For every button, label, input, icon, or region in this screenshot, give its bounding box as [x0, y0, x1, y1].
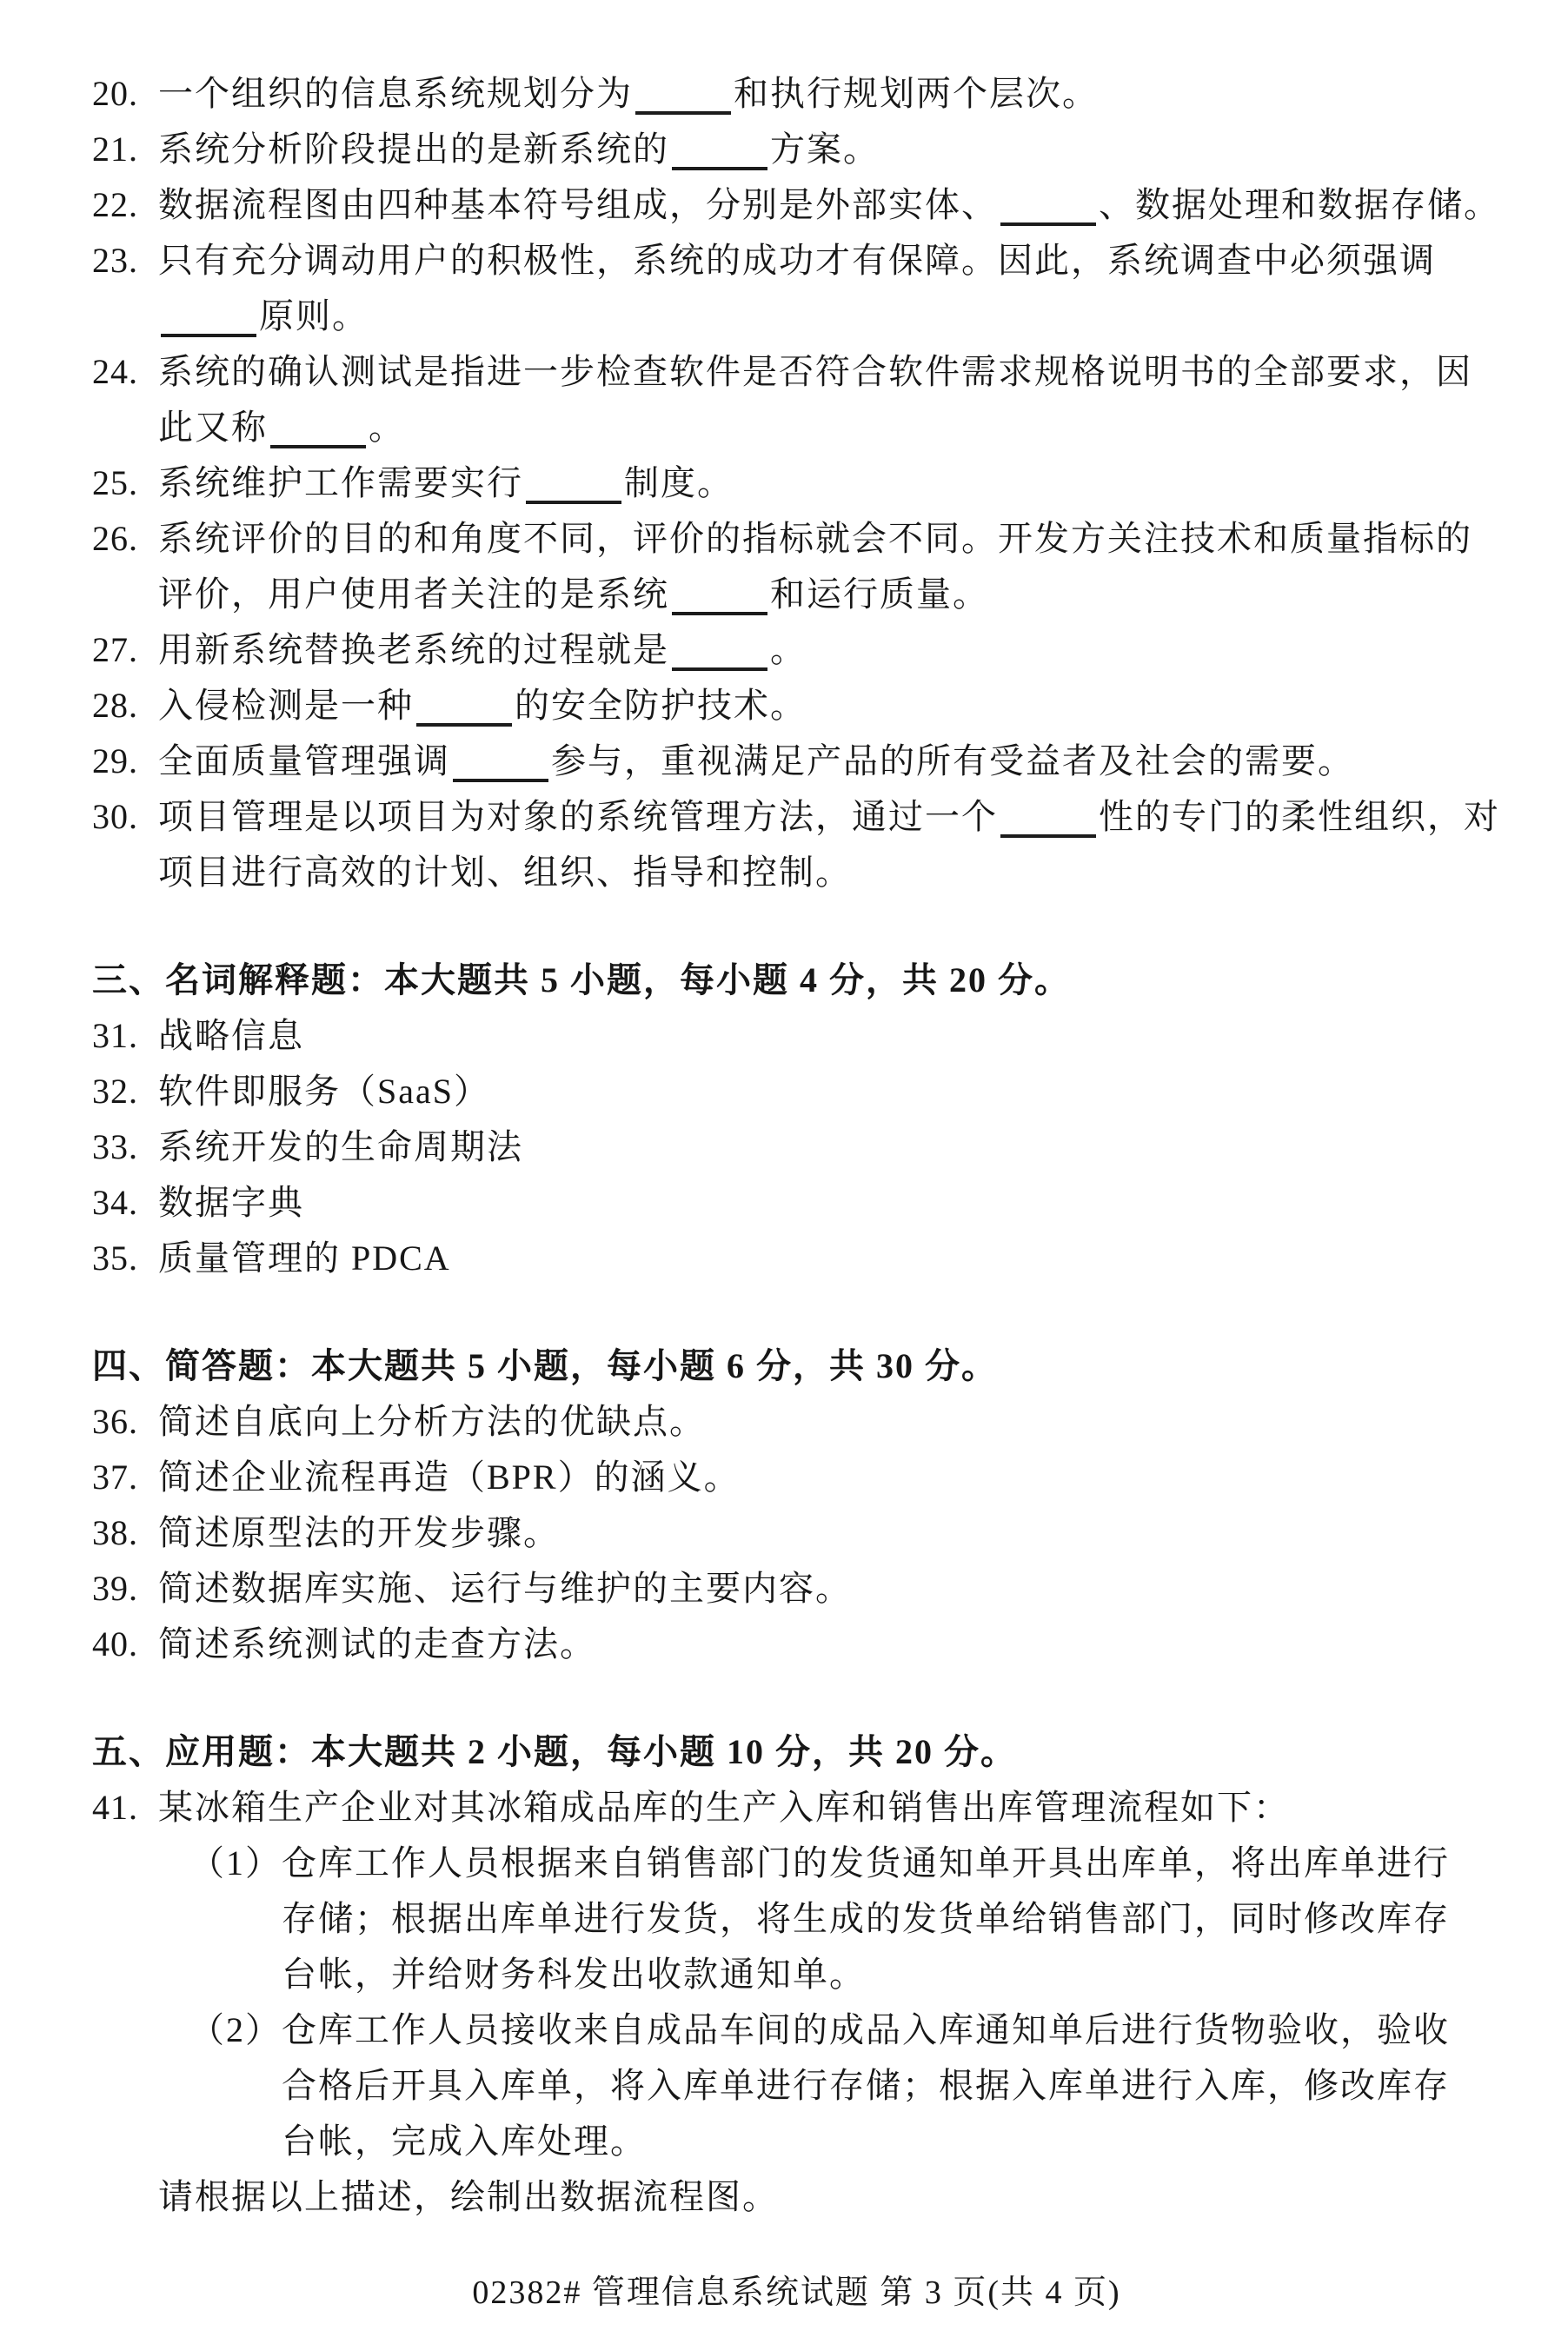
- blank-underline: [453, 744, 548, 782]
- blank-underline: [635, 76, 731, 115]
- question-row: [92, 678, 1501, 734]
- question-number: 35.: [92, 1238, 138, 1278]
- question-row: [92, 789, 1501, 900]
- sub-item-row: [92, 2002, 1501, 2169]
- blank-underline: [672, 132, 767, 170]
- question-number: 38.: [92, 1513, 138, 1552]
- question-text: 系统评价的目的和角度不同，评价的指标就会不同。开发方关注技术和质量指标的评价，用户使用者关注的是系统 和运行质量。: [158, 519, 1472, 614]
- question-text: 一个组织的信息系统规划分为 和执行规划两个层次。: [158, 74, 1099, 113]
- section-title: 三、名词解释题：本大题共 5 小题，每小题 4 分，共 20 分。: [92, 960, 1071, 999]
- sub-item-text: 仓库工作人员根据来自销售部门的发货通知单开具出库单，将出库单进行存储；根据出库单进行发货，将生成的发货单给销售部门，同时修改库存台帐，并给财务科发出收款通知单。: [282, 1843, 1450, 1994]
- question-row: [92, 455, 1501, 511]
- blank-underline: [161, 299, 256, 337]
- question-text: 入侵检测是一种 的安全防护技术。: [158, 686, 807, 725]
- question-number: 21.: [92, 129, 138, 169]
- question-row: [92, 1450, 1501, 1505]
- question-text: 简述企业流程再造（BPR）的涵义。: [158, 1458, 741, 1497]
- question-text: 软件即服务（SaaS）: [158, 1072, 490, 1111]
- blank-underline: [672, 633, 767, 671]
- question-number: 23.: [92, 241, 138, 280]
- blank-underline: [672, 577, 767, 615]
- question-text: 简述自底向上分析方法的优缺点。: [158, 1402, 706, 1441]
- question-text: 用新系统替换老系统的过程就是 。: [158, 630, 807, 669]
- question-row: [92, 1505, 1501, 1561]
- question-row: [92, 233, 1501, 344]
- question-text: 系统维护工作需要实行 制度。: [158, 463, 734, 502]
- page-footer: [92, 2265, 1501, 2321]
- question-text: 某冰箱生产企业对其冰箱成品库的生产入库和销售出库管理流程如下：: [158, 1788, 1290, 1827]
- question-row: [92, 344, 1501, 455]
- blank-underline: [526, 466, 621, 504]
- question-row: [92, 177, 1501, 233]
- question-number: 36.: [92, 1402, 138, 1441]
- sub-item-number: （2）: [189, 2010, 282, 2049]
- question-row: [92, 1780, 1501, 1836]
- question-number: 31.: [92, 1016, 138, 1055]
- question-number: 29.: [92, 741, 138, 780]
- question-number: 24.: [92, 352, 138, 391]
- question-number: 28.: [92, 686, 138, 725]
- question-row: [92, 622, 1501, 678]
- question-row: [92, 1617, 1501, 1672]
- question-number: 20.: [92, 74, 138, 113]
- question-number: 40.: [92, 1624, 138, 1663]
- question-text: 全面质量管理强调 参与，重视满足产品的所有受益者及社会的需要。: [158, 741, 1354, 780]
- section-list: [92, 953, 1501, 2225]
- question-text: 系统的确认测试是指进一步检查软件是否符合软件需求规格说明书的全部要求，因此又称 。: [158, 352, 1472, 447]
- question-row: [92, 1175, 1501, 1231]
- section: [92, 953, 1501, 1286]
- sub-item-row: [92, 1836, 1501, 2002]
- question-row: [92, 734, 1501, 789]
- sub-item-text: 仓库工作人员接收来自成品车间的成品入库通知单后进行货物验收，验收合格后开具入库单，将入库单进行存储；根据入库单进行入库，修改库存台帐，完成入库处理。: [282, 2010, 1450, 2161]
- question-number: 22.: [92, 185, 138, 224]
- question-row: [92, 1394, 1501, 1450]
- section-title: 四、简答题：本大题共 5 小题，每小题 6 分，共 30 分。: [92, 1346, 998, 1385]
- question-row: [92, 1231, 1501, 1286]
- question-number: 26.: [92, 519, 138, 558]
- question-number: 34.: [92, 1183, 138, 1222]
- question-closing-text: 请根据以上描述，绘制出数据流程图。: [158, 2177, 779, 2216]
- blank-underline: [1000, 188, 1096, 226]
- question-row: [92, 122, 1501, 177]
- section: [92, 1724, 1501, 2225]
- question-text: 简述系统测试的走查方法。: [158, 1624, 596, 1663]
- footer-text: 02382# 管理信息系统试题 第 3 页(共 4 页): [472, 2274, 1121, 2311]
- question-number: 33.: [92, 1127, 138, 1166]
- blank-underline: [270, 410, 366, 448]
- question-number: 27.: [92, 630, 138, 669]
- question-text: 简述原型法的开发步骤。: [158, 1513, 560, 1552]
- question-row: [92, 66, 1501, 122]
- blank-underline: [1000, 800, 1096, 838]
- question-row: [92, 1008, 1501, 1064]
- question-text: 系统开发的生命周期法: [158, 1127, 523, 1166]
- question-text: 系统分析阶段提出的是新系统的 方案。: [158, 129, 880, 169]
- question-number: 39.: [92, 1569, 138, 1608]
- blank-underline: [416, 688, 512, 727]
- question-row: [92, 1119, 1501, 1175]
- question-number: 37.: [92, 1458, 138, 1497]
- question-row: [92, 511, 1501, 622]
- question-text: 项目管理是以项目为对象的系统管理方法，通过一个 性的专门的柔性组织，对项目进行高效的计划、组织、指导和控制。: [158, 797, 1500, 892]
- question-text: 质量管理的 PDCA: [158, 1238, 451, 1278]
- question-text: 战略信息: [158, 1016, 304, 1055]
- question-text: 简述数据库实施、运行与维护的主要内容。: [158, 1569, 852, 1608]
- question-text: 只有充分调动用户的积极性，系统的成功才有保障。因此，系统调查中必须强调原则。: [158, 241, 1436, 335]
- section-title: 五、应用题：本大题共 2 小题，每小题 10 分，共 20 分。: [92, 1732, 1017, 1771]
- fill-in-question-list: [92, 66, 1501, 900]
- question-number: 30.: [92, 797, 138, 836]
- sub-item-number: （1）: [189, 1843, 282, 1883]
- question-text: 数据字典: [158, 1183, 304, 1222]
- section: [92, 1338, 1501, 1672]
- question-row: [92, 1561, 1501, 1617]
- question-number: 32.: [92, 1072, 138, 1111]
- question-row: [92, 1064, 1501, 1119]
- question-number: 41.: [92, 1788, 138, 1827]
- question-number: 25.: [92, 463, 138, 502]
- question-text: 数据流程图由四种基本符号组成，分别是外部实体、 、数据处理和数据存储。: [158, 185, 1500, 224]
